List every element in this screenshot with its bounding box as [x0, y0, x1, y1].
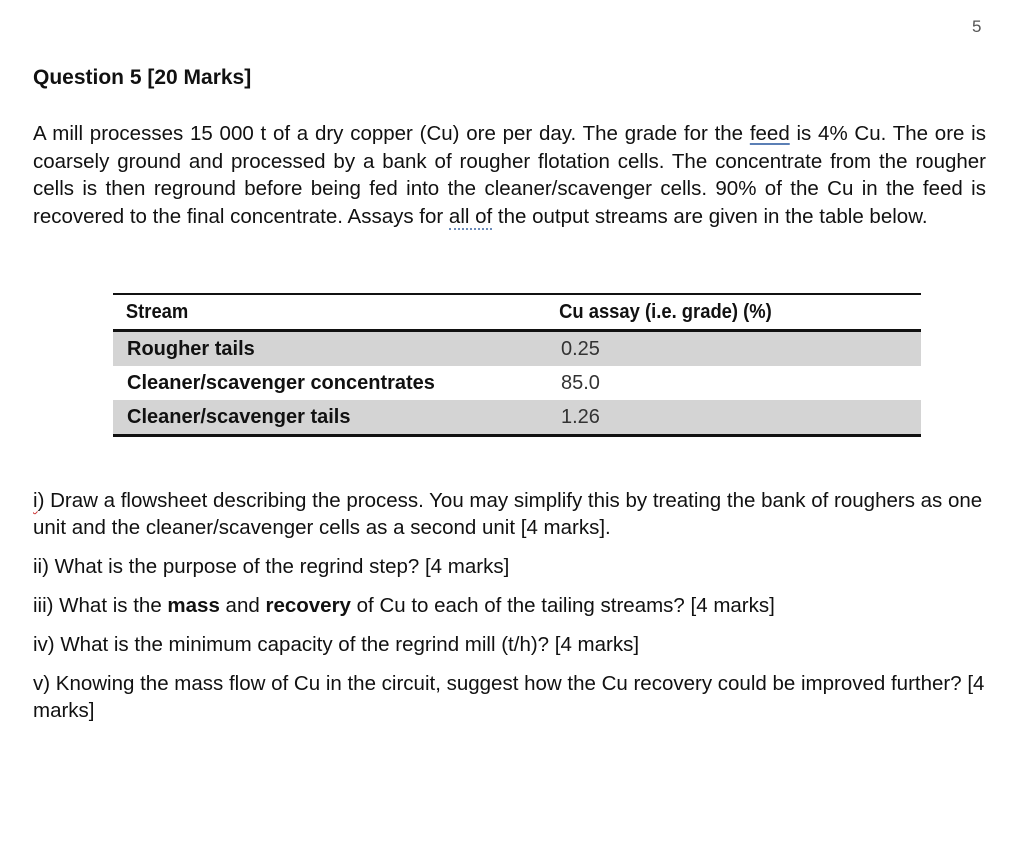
intro-text-1: A mill processes 15 000 t of a dry copper (Cu) ore per day. The grade for the	[33, 122, 750, 145]
assay-table	[113, 293, 921, 437]
stream-cell: Rougher tails	[127, 337, 255, 360]
header-stream: Stream	[125, 300, 189, 323]
all-of-phrase: all of	[448, 204, 493, 228]
assay-cell: 85.0	[561, 371, 600, 394]
q3-bold-recovery: recovery	[265, 594, 351, 617]
q3-bold-mass: mass	[167, 594, 220, 617]
assay-cell: 0.25	[561, 337, 600, 360]
table-header-row	[113, 294, 921, 331]
table-row	[113, 400, 921, 436]
q3-text-3: of Cu to each of the tailing streams? [4 marks]	[350, 594, 775, 617]
q3-text-1: iii) What is the	[33, 594, 168, 617]
question-item-2: ii) What is the purpose of the regrind step? [4 marks]	[33, 555, 510, 578]
stream-cell: Cleaner/scavenger tails	[127, 405, 351, 428]
stream-cell: Cleaner/scavenger concentrates	[127, 371, 435, 394]
intro-paragraph	[33, 120, 986, 230]
question-item-4: iv) What is the minimum capacity of the regrind mill (t/h)? [4 marks]	[33, 633, 640, 656]
intro-text-3: the output streams are given in the table below.	[492, 204, 928, 228]
q3-text-2: and	[219, 594, 266, 617]
page-number: 5	[972, 17, 982, 36]
table-row	[113, 331, 921, 367]
assay-cell: 1.26	[561, 405, 600, 428]
header-assay: Cu assay (i.e. grade) (%)	[559, 300, 772, 323]
question-item-1	[33, 487, 993, 541]
question-item-3	[33, 592, 993, 619]
intro-text-2: is 4% Cu. The ore is coarsely ground and processed by a bank of rougher flotation cells. The concentrate from the rougher cells is then reground before being fed into the cleaner/scavenger cells. 90% of the Cu in the feed is recovered to the final concentrate. Assays for	[33, 122, 986, 228]
feed-word: feed	[749, 122, 790, 145]
q1-prefix: i	[33, 489, 38, 512]
question-title: Question 5 [20 Marks]	[33, 66, 252, 89]
question-item-5: v) Knowing the mass flow of Cu in the circuit, suggest how the Cu recovery could be improved further? [4 marks]	[33, 672, 985, 722]
table-row	[113, 366, 921, 400]
question-list	[33, 487, 993, 736]
q1-text: ) Draw a flowsheet describing the process. You may simplify this by treating the bank of roughers as one unit and the cleaner/scavenger cells as a second unit [4 marks].	[33, 489, 983, 539]
